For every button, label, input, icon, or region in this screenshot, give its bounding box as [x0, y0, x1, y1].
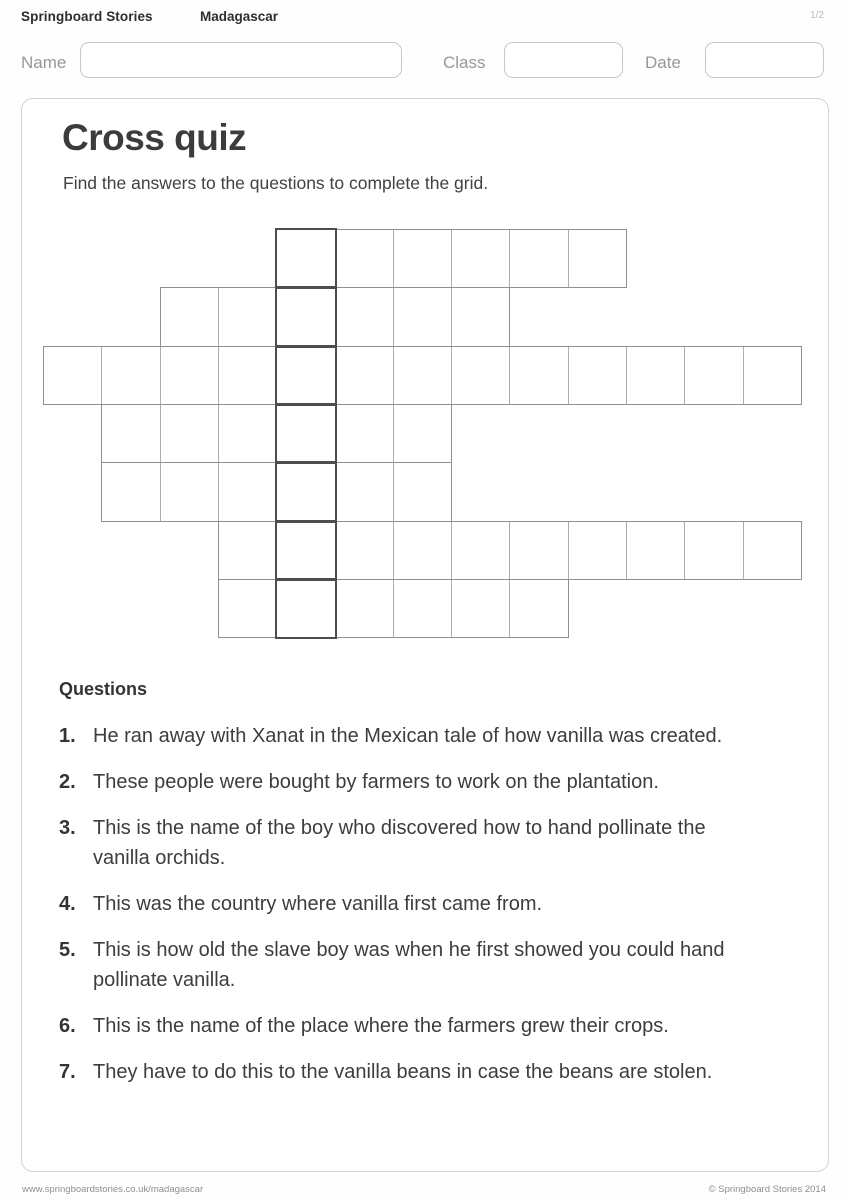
question-number: 5. [59, 939, 76, 961]
footer-url: www.springboardstories.co.uk/madagascar [22, 1184, 204, 1195]
date-label: Date [645, 53, 681, 72]
question-text: This is how old the slave boy was when he first showed you could hand pollinate vanilla. [93, 939, 725, 991]
question-number: 7. [59, 1061, 76, 1083]
class-input[interactable] [504, 42, 623, 78]
question-number: 6. [59, 1015, 76, 1037]
question-text: These people were bought by farmers to work on the plantation. [93, 771, 659, 793]
question-number: 2. [59, 771, 76, 793]
questions-heading: Questions [59, 679, 148, 699]
question-number: 1. [59, 725, 76, 747]
question-text: This was the country where vanilla first came from. [93, 893, 543, 915]
question-text: He ran away with Xanat in the Mexican tale of how vanilla was created. [93, 725, 723, 747]
questions-section [59, 679, 759, 1103]
page-title: Cross quiz [62, 117, 247, 158]
name-label: Name [21, 53, 67, 72]
question-number: 3. [59, 817, 76, 839]
question-text: This is the name of the boy who discovered how to hand pollinate the vanilla orchids. [93, 817, 706, 869]
worksheet-card [21, 98, 829, 1172]
question-item [59, 1011, 759, 1041]
question-text: This is the name of the place where the farmers grew their crops. [93, 1015, 669, 1037]
question-item [59, 935, 759, 995]
page-number: 1/2 [810, 10, 824, 21]
question-item [59, 767, 759, 797]
question-item [59, 889, 759, 919]
instruction-text: Find the answers to the questions to complete the grid. [63, 173, 489, 193]
date-input[interactable] [705, 42, 824, 78]
question-item [59, 813, 759, 873]
question-number: 4. [59, 893, 76, 915]
brand-name: Springboard Stories [21, 9, 153, 24]
topic-title: Madagascar [200, 9, 279, 24]
name-input[interactable] [80, 42, 402, 78]
question-item [59, 1057, 759, 1087]
question-item [59, 721, 759, 751]
footer-copyright: © Springboard Stories 2014 [708, 1184, 826, 1195]
question-text: They have to do this to the vanilla beans in case the beans are stolen. [93, 1061, 713, 1083]
class-label: Class [443, 53, 486, 72]
